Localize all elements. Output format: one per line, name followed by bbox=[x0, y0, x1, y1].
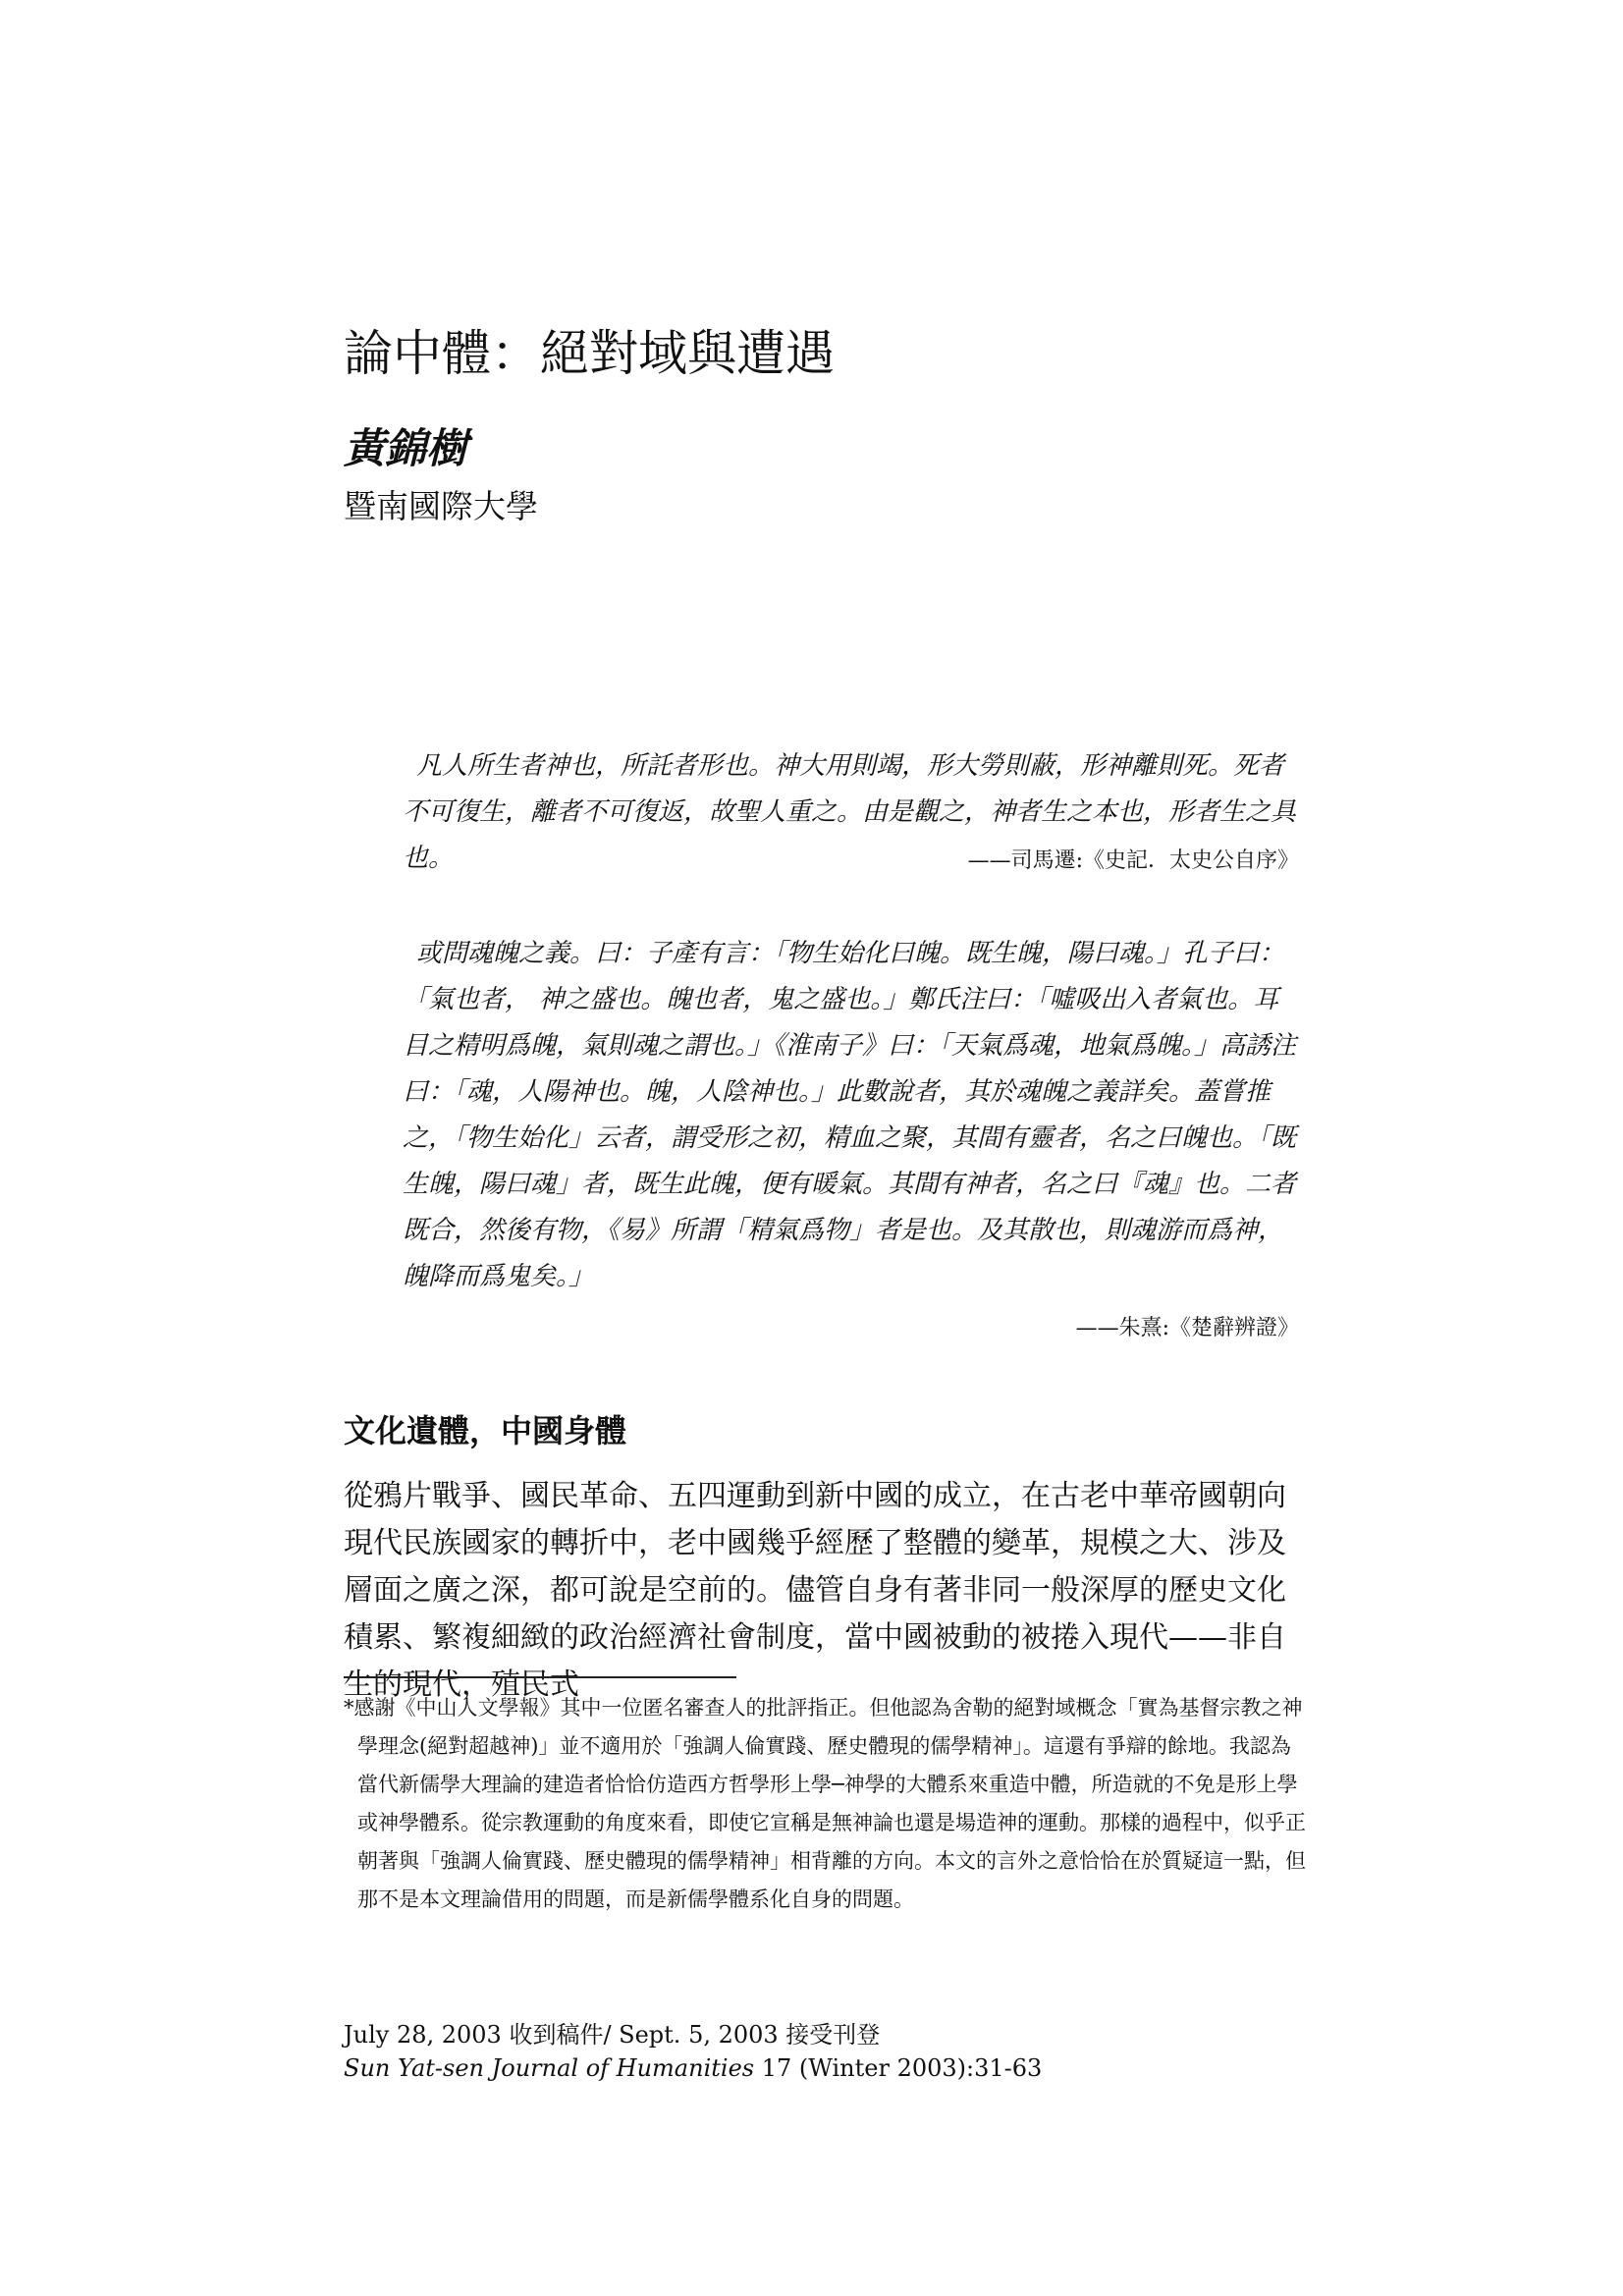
paper-title: 論中體：絕對域與遭遇 bbox=[344, 325, 835, 382]
footnote: *感謝《中山人文學報》其中一位匿名審查人的批評指正。但他認為舍勒的絕對域概念「實為基督宗教之神學理念(絕對超越神)」並不適用於「強調人倫實踐、歷史體現的儒學精神」。這還有爭辯的餘地。我認為當代新儒學大理論的建造者恰恰仿造西方哲學形上學─神學的大體系來重造中體，所造就的不免是形上學或神學體系。從宗教運動的角度來看，即使它宣稱是無神論也還是場造神的運動。那樣的過程中，似乎正朝著與「強調人倫實踐、歷史體現的儒學精神」相背離的方向。本文的言外之意恰恰在於質疑這一點，但那不是本文理論借用的問題，而是新儒學體系化自身的問題。 bbox=[344, 1696, 1306, 1911]
body-paragraph: 從鴉片戰爭、國民革命、五四運動到新中國的成立，在古老中華帝國朝向現代民族國家的轉折中，老中國幾乎經歷了整體的變革，規模之大、涉及層面之廣之深，都可說是空前的。儘管自身有著非同一般深厚的歷史文化積累、繁複細緻的政治經濟社會制度，當中國被動的被捲入現代——非自生的現代，殖民式 bbox=[344, 1479, 1286, 1702]
journal-name: Sun Yat-sen Journal of Humanities bbox=[344, 2054, 755, 2082]
submission-dates: July 28, 2003 收到稿件/ Sept. 5, 2003 接受刊登 bbox=[344, 2021, 881, 2049]
epigraph-2-source: ——朱熹:《楚辭辨證》 bbox=[1075, 1316, 1299, 1340]
epigraph-1-source: ——司馬遷:《史記．太史公自序》 bbox=[967, 848, 1299, 873]
epigraph-2-text: 或問魂魄之義。曰：子產有言：「物生始化曰魄。既生魄，陽曰魂。」孔子曰：「氣也者， 神之盛也。魄也者，鬼之盛也。」鄭氏注曰：「噓吸出入者氣也。耳目之精明爲魄，氣則魂之謂也。」《淮南子》曰：「天氣爲魂，地氣爲魄。」高誘注曰：「魂，人陽神也。魄，人陰神也。」此數說者，其於魂魄之義詳矣。蓋嘗推之，「物生始化」云者，謂受形之初，精血之聚，其間有靈者，名之曰魄也。「既生魄，陽曰魂」者，既生此魄，便有暖氣。其間有神者，名之曰『魂』也。二者既合，然後有物，《易》所謂「精氣爲物」者是也。及其散也，則魂游而爲神，魄降而爲鬼矣。」 bbox=[403, 939, 1297, 1291]
journal-citation bbox=[344, 2052, 1042, 2084]
footnote-divider bbox=[344, 1676, 736, 1678]
author-affiliation: 暨南國際大學 bbox=[344, 487, 538, 525]
journal-volume-pages: 17 (Winter 2003):31-63 bbox=[754, 2054, 1043, 2082]
author-name: 黃錦樹 bbox=[344, 424, 468, 472]
section-heading: 文化遺體，中國身體 bbox=[344, 1412, 627, 1449]
epigraph-2 bbox=[403, 931, 1296, 1300]
epigraph-1-text: 凡人所生者神也，所託者形也。神大用則竭，形大勞則蔽，形神離則死。死者不可復生，離者不可復返，故聖人重之。由是觀之，神者生之本也，形者生之具也。 bbox=[403, 751, 1297, 873]
